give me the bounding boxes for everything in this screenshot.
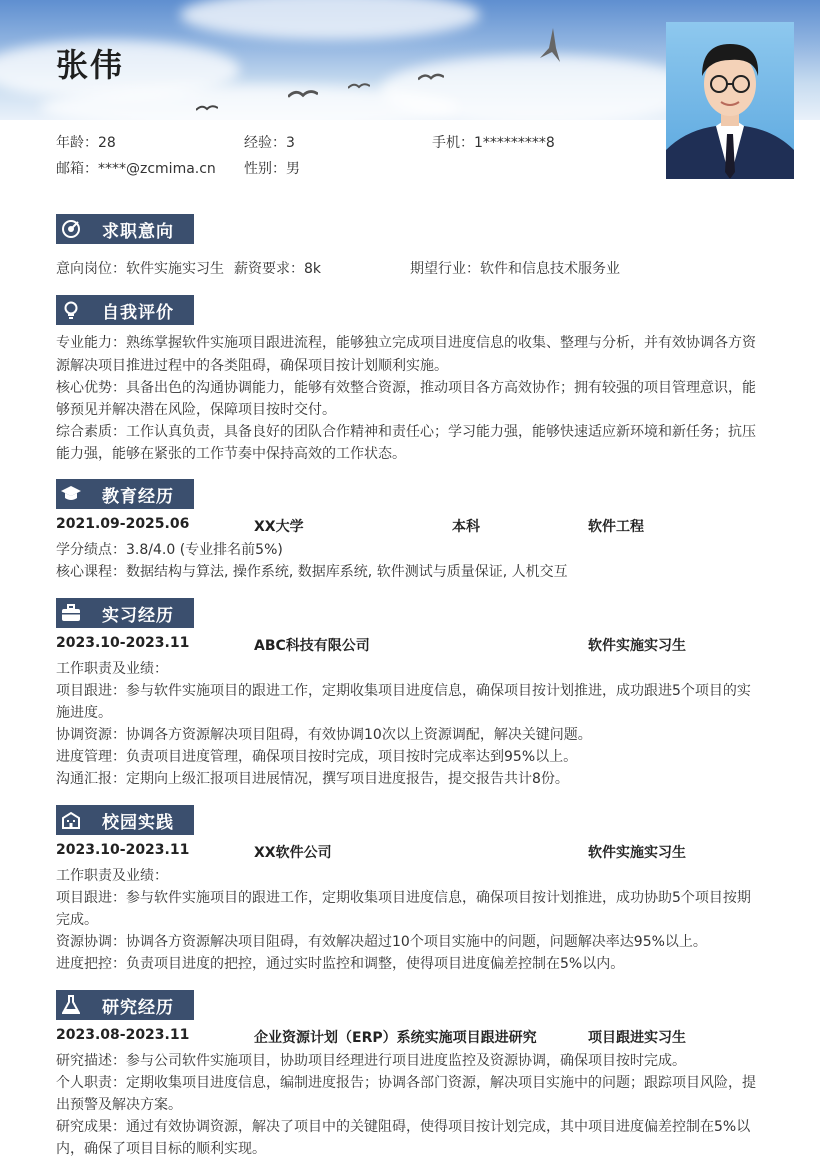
campus-company: XX软件公司 <box>254 845 332 861</box>
research-line: 内，确保了项目目标的顺利实现。 <box>56 1141 266 1157</box>
bird-icon <box>418 72 444 82</box>
briefcase-icon <box>56 598 86 628</box>
gender-info: 性别：男 <box>244 161 300 177</box>
research-project: 企业资源计划（ERP）系统实施项目跟进研究 <box>254 1030 537 1046</box>
campus-line: 项目跟进：参与软件实施项目的跟进工作，定期收集项目进度信息，确保项目按计划推进，成功协助5个项目按期 <box>56 890 751 906</box>
bird-icon <box>540 28 566 62</box>
section-campus-header <box>56 805 194 835</box>
section-title: 教育经历 <box>102 486 174 507</box>
target-icon <box>56 214 86 244</box>
internship-line: 沟通汇报：定期向上级汇报项目进展情况，撰写项目进度报告，提交报告共计8份。 <box>56 771 569 787</box>
research-row <box>56 1027 766 1050</box>
section-intent-header <box>56 214 194 244</box>
section-title: 自我评价 <box>102 302 174 323</box>
phone-info: 手机：1*********8 <box>432 135 555 151</box>
internship-date: 2023.10-2023.11 <box>56 635 190 651</box>
education-line: 核心课程：数据结构与算法, 操作系统, 数据库系统, 软件测试与质量保证, 人机交互 <box>56 564 568 580</box>
campus-line: 进度把控：负责项目进度的把控，通过实时监控和调整，使得项目进度偏差控制在5%以内。 <box>56 956 625 972</box>
campus-date: 2023.10-2023.11 <box>56 842 190 858</box>
research-line: 出预警及解决方案。 <box>56 1097 182 1113</box>
bird-icon <box>288 88 318 100</box>
education-date: 2021.09-2025.06 <box>56 516 190 532</box>
section-education-header <box>56 479 194 509</box>
internship-role: 软件实施实习生 <box>588 638 686 654</box>
candidate-name: 张伟 <box>56 46 125 84</box>
section-title: 实习经历 <box>102 605 174 626</box>
section-title: 校园实践 <box>102 812 174 833</box>
internship-line: 进度管理：负责项目进度管理，确保项目按时完成，项目按时完成率达到95%以上。 <box>56 749 578 765</box>
internship-line: 协调资源：协调各方资源解决项目阻碍，有效协调10次以上资源调配，解决关键问题。 <box>56 727 592 743</box>
age-info: 年龄：28 <box>56 135 116 151</box>
internship-line: 项目跟进：参与软件实施项目的跟进工作，定期收集项目进度信息，确保项目按计划推进，成功跟进5个项目的实 <box>56 683 751 699</box>
education-line: 学分绩点：3.8/4.0 (专业排名前5%) <box>56 542 283 558</box>
campus-line: 资源协调：协调各方资源解决项目阻碍，有效解决超过10个项目实施中的问题，问题解决率达95%以上。 <box>56 934 707 950</box>
section-title: 研究经历 <box>102 997 174 1018</box>
email-info: 邮箱：****@zcmima.cn <box>56 161 216 177</box>
research-line: 研究描述：参与公司软件实施项目，协助项目经理进行项目进度监控及资源协调，确保项目按时完成。 <box>56 1053 686 1069</box>
section-internship-header <box>56 598 194 628</box>
self-line: 够预见并解决潜在风险，保障项目按时交付。 <box>56 402 336 418</box>
education-row <box>56 516 766 539</box>
bird-icon <box>348 82 370 90</box>
campus-row <box>56 842 766 865</box>
internship-line: 工作职责及业绩： <box>56 661 168 677</box>
intent-industry: 期望行业：软件和信息技术服务业 <box>410 261 620 277</box>
internship-row <box>56 635 766 658</box>
internship-line: 施进度。 <box>56 705 112 721</box>
flask-icon <box>56 990 86 1020</box>
self-line: 核心优势：具备出色的沟通协调能力，能够有效整合资源，推动项目各方高效协作；拥有较强的项目管理意识，能 <box>56 380 756 396</box>
research-line: 研究成果：通过有效协调资源，解决了项目中的关键阻碍，使得项目按计划完成，其中项目进度偏差控制在5%以 <box>56 1119 751 1135</box>
bird-icon <box>196 104 218 112</box>
self-line: 源解决项目推进过程中的各类阻碍，确保项目按计划顺利实施。 <box>56 358 448 374</box>
campus-line: 完成。 <box>56 912 98 928</box>
section-research-header <box>56 990 194 1020</box>
section-self-header <box>56 295 194 325</box>
building-icon <box>56 805 86 835</box>
campus-role: 软件实施实习生 <box>588 845 686 861</box>
lightbulb-icon <box>56 295 86 325</box>
internship-company: ABC科技有限公司 <box>254 638 370 654</box>
research-line: 个人职责：定期收集项目进度信息，编制进度报告；协调各部门资源，解决项目实施中的问题；跟踪项目风险，提 <box>56 1075 756 1091</box>
campus-line: 工作职责及业绩： <box>56 868 168 884</box>
profile-photo <box>666 22 794 179</box>
graduation-cap-icon <box>56 479 86 509</box>
research-date: 2023.08-2023.11 <box>56 1027 190 1043</box>
section-title: 求职意向 <box>102 221 174 242</box>
intent-salary: 薪资要求：8k <box>234 261 322 277</box>
education-school: XX大学 <box>254 519 304 535</box>
experience-info: 经验：3 <box>244 135 295 151</box>
education-major: 软件工程 <box>588 519 644 535</box>
self-line: 专业能力：熟练掌握软件实施项目跟进流程，能够独立完成项目进度信息的收集、整理与分析，并有效协调各方资 <box>56 335 756 351</box>
education-degree: 本科 <box>452 519 480 535</box>
self-line: 综合素质：工作认真负责，具备良好的团队合作精神和责任心；学习能力强，能够快速适应新环境和新任务；抗压 <box>56 424 756 440</box>
self-line: 能力强，能够在紧张的工作节奏中保持高效的工作状态。 <box>56 446 406 462</box>
avatar-icon <box>666 22 794 179</box>
intent-position: 意向岗位：软件实施实习生 <box>56 261 224 277</box>
research-role: 项目跟进实习生 <box>588 1030 686 1046</box>
